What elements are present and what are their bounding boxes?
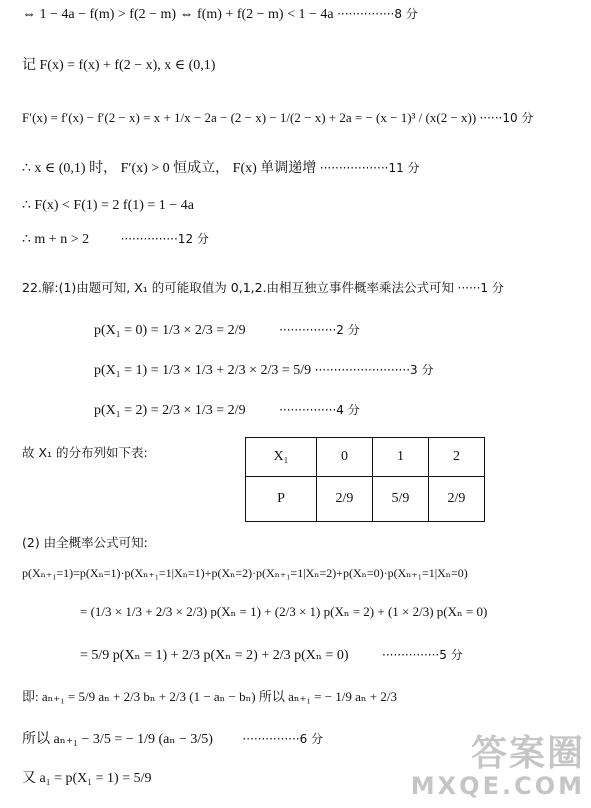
table-cell: 2 [429, 438, 485, 477]
table-cell: 2/9 [317, 477, 373, 522]
geometric-sequence-line: 所以 aₙ₊₁ − 3/5 = − 1/9 (aₙ − 3/5) ···············6 分 [22, 732, 324, 747]
prob-x1-eq-1: p(X₁ = 1) = 1/3 × 1/3 + 2/3 × 2/3 = 5/9 ·························3 分 [94, 363, 434, 378]
table-cell: X₁ [246, 438, 317, 477]
distribution-caption: 故 X₁ 的分布列如下表: [22, 445, 148, 460]
initial-term-line: 又 a₁ = p(X₁ = 1) = 5/9 [22, 771, 152, 786]
total-probability-line: p(Xₙ₊₁=1)=p(Xₙ=1)·p(Xₙ₊₁=1|Xₙ=1)+p(Xₙ=2)·p(Xₙ₊₁=1|Xₙ=2)+p(Xₙ=0)·p(Xₙ₊₁=1|Xₙ=0) [22, 566, 468, 580]
equation-line-4: ∴ x ∈ (0,1) 时， F′(x) > 0 恒成立， F(x) 单调递增 ··················11 分 [22, 161, 420, 176]
distribution-table [245, 437, 485, 522]
part-2-heading: (2) 由全概率公式可知: [22, 535, 148, 550]
equation-line-6: ∴ m + n > 2 ···············12 分 [22, 232, 209, 247]
table-cell: 2/9 [429, 477, 485, 522]
table-cell: 1 [373, 438, 429, 477]
table-cell: 5/9 [373, 477, 429, 522]
table-cell: 0 [317, 438, 373, 477]
prob-x1-eq-0: p(X₁ = 0) = 1/3 × 2/3 = 2/9 ···············2 分 [94, 323, 360, 338]
expansion-line-2: = 5/9 p(Xₙ = 1) + 2/3 p(Xₙ = 2) + 2/3 p(Xₙ = 0) ···············5 分 [80, 648, 463, 663]
prob-x1-eq-2: p(X₁ = 2) = 2/3 × 1/3 = 2/9 ···············4 分 [94, 403, 360, 418]
watermark-logo: 答案圈 MXQE.COM [410, 733, 585, 800]
recurrence-line: 即: aₙ₊₁ = 5/9 aₙ + 2/3 bₙ + 2/3 (1 − aₙ − bₙ) 所以 aₙ₊₁ = − 1/9 aₙ + 2/3 [22, 689, 397, 704]
table-cell: P [246, 477, 317, 522]
equation-line-2: 记 F(x) = f(x) + f(2 − x), x ∈ (0,1) [22, 58, 216, 73]
equation-line-3: F′(x) = f′(x) − f′(2 − x) = x + 1/x − 2a − (2 − x) − 1/(2 − x) + 2a = − (x − 1)³ / (x(2 − x)) ······10 分 [22, 110, 534, 125]
expansion-line-1: = (1/3 × 1/3 + 2/3 × 2/3) p(Xₙ = 1) + (2/3 × 1) p(Xₙ = 2) + (1 × 2/3) p(Xₙ = 0) [80, 604, 488, 619]
table-row [246, 477, 485, 522]
problem-22-heading: 22.解:(1)由题可知, X₁ 的可能取值为 0,1,2.由相互独立事件概率乘法公式可知 ······1 分 [22, 280, 504, 295]
table-row [246, 438, 485, 477]
equation-line-1: ⇔ 1 − 4a − f(m) > f(2 − m) ⇔ f(m) + f(2 − m) < 1 − 4a ···············8 分 [22, 7, 418, 22]
equation-line-5: ∴ F(x) < F(1) = 2 f(1) = 1 − 4a [22, 198, 194, 213]
